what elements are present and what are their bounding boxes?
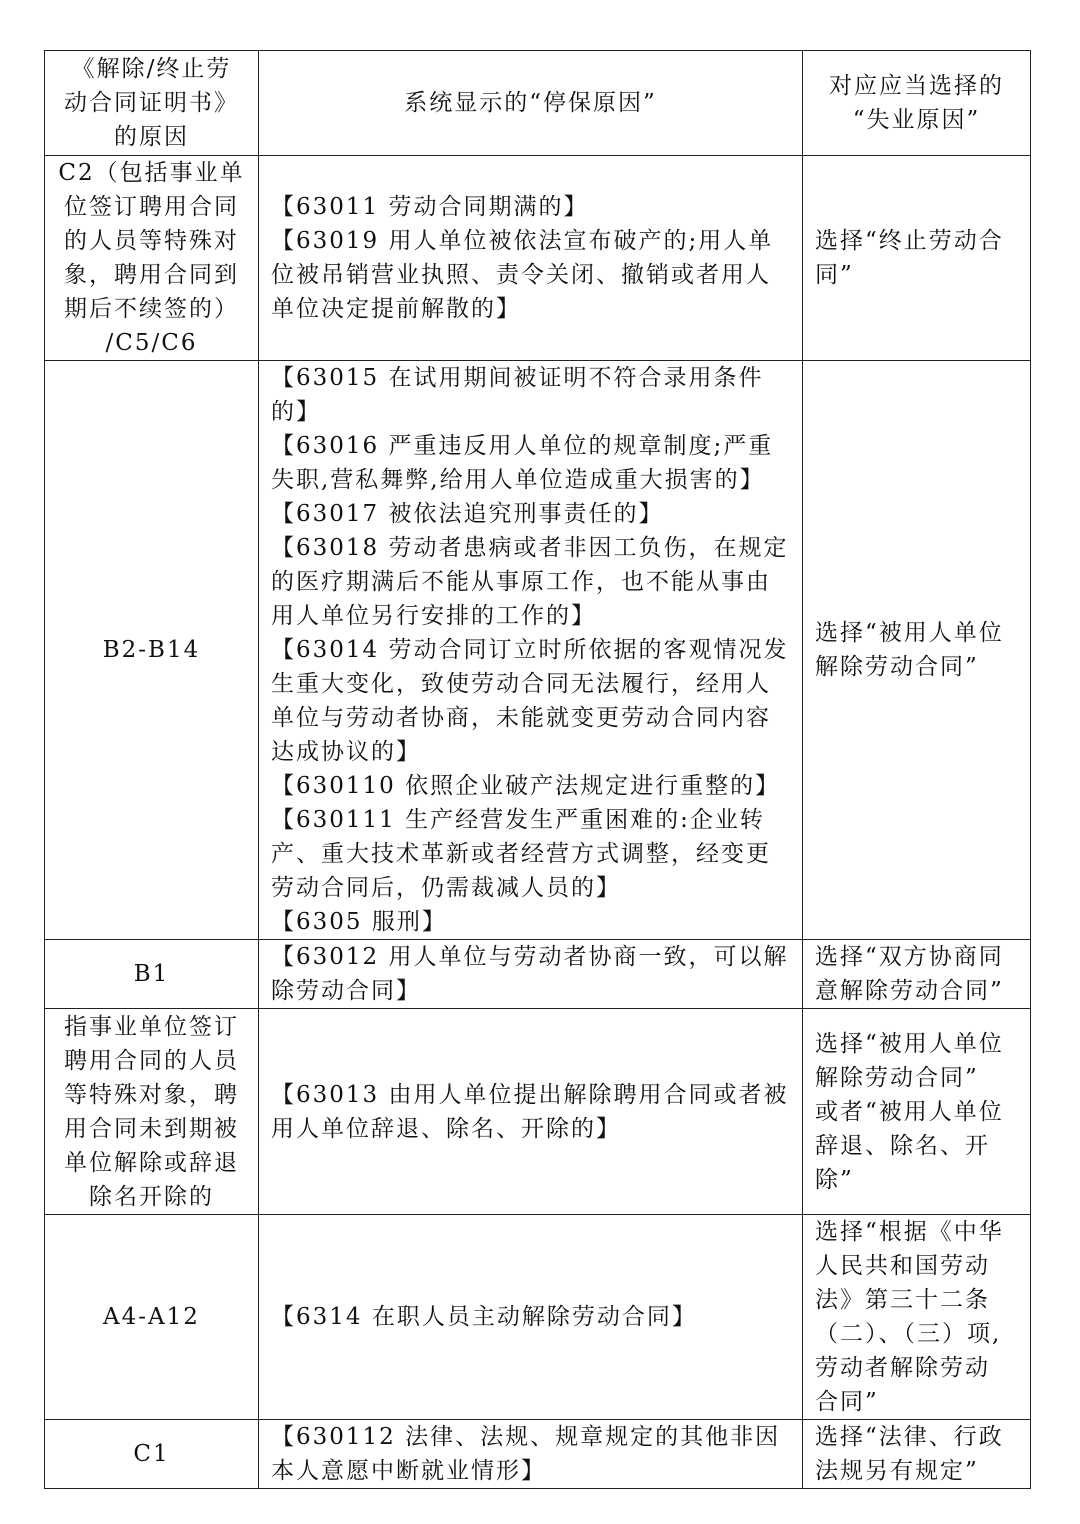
row-contract-reason: B2-B14: [45, 361, 259, 940]
row-unemployment-reason: 选择“被用人单位 解除劳动合同”: [803, 361, 1031, 940]
header-system-reason: 系统显示的“停保原因”: [259, 51, 803, 156]
header-unemployment-reason: 对应应当选择的 “失业原因”: [803, 51, 1031, 156]
row-contract-reason: C2（包括事业单 位签订聘用合同 的人员等特殊对 象，聘用合同到 期后不续签的） /C5/C6: [45, 156, 259, 361]
table-row: [45, 156, 1031, 361]
row-unemployment-reason: 选择“双方协商同 意解除劳动合同”: [803, 940, 1031, 1009]
table-row: [45, 1009, 1031, 1215]
row-contract-reason: C1: [45, 1420, 259, 1489]
header-row: [45, 51, 1031, 156]
row-system-reason: 【63011 劳动合同期满的】 【63019 用人单位被依法宣布破产的;用人单 位被吊销营业执照、责令关闭、撤销或者用人 单位决定提前解散的】: [259, 156, 803, 361]
row-unemployment-reason: 选择“被用人单位 解除劳动合同” 或者“被用人单位 辞退、除名、开除”: [803, 1009, 1031, 1215]
row-system-reason: 【63013 由用人单位提出解除聘用合同或者被 用人单位辞退、除名、开除的】: [259, 1009, 803, 1215]
table-row: [45, 1420, 1031, 1489]
row-system-reason: 【630112 法律、法规、规章规定的其他非因 本人意愿中断就业情形】: [259, 1420, 803, 1489]
header-contract-reason: 《解除/终止劳 动合同证明书》 的原因: [45, 51, 259, 156]
row-contract-reason: B1: [45, 940, 259, 1009]
row-system-reason: 【6314 在职人员主动解除劳动合同】: [259, 1215, 803, 1420]
table-row: [45, 361, 1031, 940]
row-contract-reason: A4-A12: [45, 1215, 259, 1420]
table-row: [45, 940, 1031, 1009]
row-unemployment-reason: 选择“终止劳动合 同”: [803, 156, 1031, 361]
row-contract-reason: 指事业单位签订 聘用合同的人员 等特殊对象，聘 用合同未到期被 单位解除或辞退 除名开除的: [45, 1009, 259, 1215]
table-row: [45, 1215, 1031, 1420]
row-system-reason: 【63012 用人单位与劳动者协商一致，可以解 除劳动合同】: [259, 940, 803, 1009]
row-unemployment-reason: 选择“法律、行政 法规另有规定”: [803, 1420, 1031, 1489]
unemployment-reason-table: [44, 50, 1031, 1489]
row-unemployment-reason: 选择“根据《中华 人民共和国劳动 法》第三十二条 （二）、（三）项, 劳动者解除劳动 合同”: [803, 1215, 1031, 1420]
row-system-reason: 【63015 在试用期间被证明不符合录用条件 的】 【63016 严重违反用人单位的规章制度;严重 失职,营私舞弊,给用人单位造成重大损害的】 【63017 被依法追究刑事责任的】 【63018 劳动者患病或者非因工负伤，在规定 的医疗期满后不能从事原工作，也不能从事由 用人单位另行安排的工作的】 【63014 劳动合同订立时所依据的客观情况发 生重大变化，致使劳动合同无法履行，经用人 单位与劳动者协商，未能就变更劳动合同内容 达成协议的】 【630110 依照企业破产法规定进行重整的】 【630111 生产经营发生严重困难的:企业转 产、重大技术革新或者经营方式调整，经变更 劳动合同后，仍需裁减人员的】 【6305 服刑】: [259, 361, 803, 940]
